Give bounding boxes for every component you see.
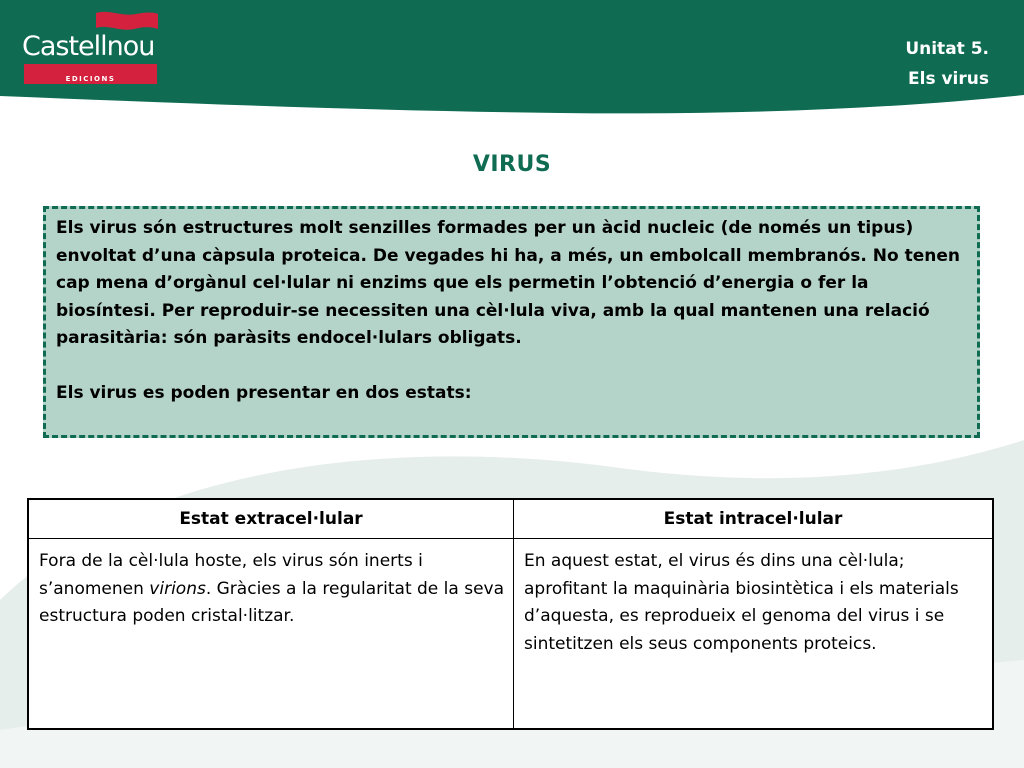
unit-heading (905, 34, 989, 94)
cell-extracellular (28, 539, 514, 730)
logo-wordmark: Castellnou (22, 31, 155, 62)
virus-states-table (27, 498, 994, 730)
states-intro: Els virus es poden presentar en dos estats: (56, 382, 472, 403)
extracellular-text-start: Fora de la cèl·lula hoste, els virus són inerts i s’anomenen (39, 551, 423, 599)
table-row (28, 539, 993, 730)
cell-intracellular: En aquest estat, el virus és dins una cèl·lula; aprofitant la maquinària biosintètica i els materials d’aquesta, es reprodueix el genoma del virus i se sintetitzen els seus components proteics. (514, 539, 994, 730)
logo-subtitle: EDICIONS (65, 75, 116, 83)
flag-icon (94, 10, 160, 32)
extracellular-text-end: . Gràcies a la regularitat de la seva estructura poden cristal·litzar. (39, 578, 505, 626)
definition-paragraph: Els virus són estructures molt senzilles formades per un àcid nucleic (de només un tipus) envoltat d’una càpsula proteica. De vegades hi ha, a més, un embolcall membranós. No tenen cap mena d’orgànul cel·lular ni enzims que els permetin l’obtenció d’energia o fer la biosíntesi. Per reproduir-se necessiten una cèl·lula viva, amb la qual mantenen una relació parasitària: són paràsits endocel·lulars obligats. (56, 218, 960, 348)
header-extracellular: Estat extracel·lular (28, 499, 514, 539)
publisher-logo (20, 10, 162, 83)
logo-ribbon (24, 64, 157, 84)
page-title: VIRUS (472, 152, 552, 177)
unit-number: Unitat 5. (905, 39, 989, 59)
table-header-row (28, 499, 993, 539)
definition-box (43, 206, 980, 438)
virions-term: virions (149, 578, 206, 599)
header-intracellular: Estat intracel·lular (514, 499, 994, 539)
unit-topic: Els virus (908, 69, 989, 89)
